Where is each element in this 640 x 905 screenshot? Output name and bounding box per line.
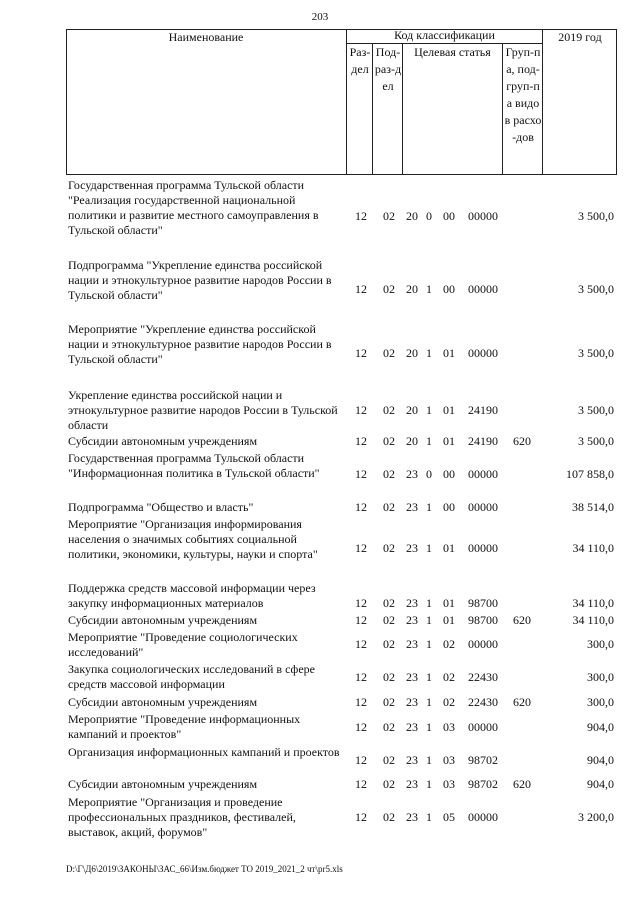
row-code-podp: 0 (426, 209, 432, 223)
row-code-mer: 03 (443, 777, 455, 791)
row-code-podp: 0 (426, 467, 432, 481)
row-code-razd: 12 (355, 346, 367, 360)
row-code-razd: 12 (355, 637, 367, 651)
row-code-podr: 02 (383, 777, 395, 791)
row-code-mer: 01 (443, 613, 455, 627)
row-code-razd: 12 (355, 541, 367, 555)
row-code-vid: 620 (513, 434, 531, 448)
header-year: 2019 год (558, 30, 602, 44)
row-code-cel: 22430 (468, 670, 498, 684)
row-code-mer: 01 (443, 434, 455, 448)
row-code-prog: 23 (406, 777, 418, 791)
row-code-podp: 1 (426, 777, 432, 791)
row-code-podr: 02 (383, 541, 395, 555)
row-code-podp: 1 (426, 695, 432, 709)
row-code-podp: 1 (426, 434, 432, 448)
row-name: Субсидии автономным учреждениям (68, 695, 258, 709)
row-name: Подпрограмма "Общество и власть" (68, 500, 254, 514)
row-code-razd: 12 (355, 720, 367, 734)
row-code-podp: 1 (426, 637, 432, 651)
row-code-podp: 1 (426, 500, 432, 514)
row-sum: 3 500,0 (578, 282, 614, 296)
row-code-prog: 23 (406, 541, 418, 555)
row-code-prog: 20 (406, 434, 418, 448)
row-name: Поддержка средств массовой информации через закупку информационных материалов (68, 581, 316, 610)
row-code-podr: 02 (383, 500, 395, 514)
page-number: 203 (311, 11, 329, 23)
row-sum: 3 200,0 (578, 810, 614, 824)
header-podrazdel: Под-раз-дел (374, 45, 402, 93)
row-code-podr: 02 (383, 613, 395, 627)
row-code-razd: 12 (355, 777, 367, 791)
row-code-podr: 02 (383, 467, 395, 481)
row-code-cel: 00000 (468, 209, 498, 223)
row-code-podp: 1 (426, 282, 432, 296)
footer-path: D:\Г\Д6\2019\ЗАКОНЫ\ЗАС_66\Изм.бюджет ТО 2019_2021_2 чт\pr5.xls (66, 864, 343, 874)
row-code-cel: 98700 (468, 596, 498, 610)
row-code-mer: 01 (443, 403, 455, 417)
row-code-podp: 1 (426, 596, 432, 610)
row-name: Укрепление единства российской нации и этнокультурное развитие народов России в Тульской области (68, 388, 338, 432)
row-sum: 3 500,0 (578, 209, 614, 223)
row-name: Подпрограмма "Укрепление единства российской нации и этнокультурное развитие народов России в Тульской области" (68, 258, 332, 302)
row-code-mer: 03 (443, 720, 455, 734)
row-code-mer: 00 (443, 467, 455, 481)
row-code-mer: 01 (443, 541, 455, 555)
row-code-cel: 24190 (468, 434, 498, 448)
row-code-podr: 02 (383, 810, 395, 824)
row-name: Субсидии автономным учреждениям (68, 613, 258, 627)
row-code-podp: 1 (426, 720, 432, 734)
row-code-prog: 20 (406, 346, 418, 360)
row-code-cel: 00000 (468, 282, 498, 296)
table-header (66, 29, 617, 175)
row-code-cel: 98700 (468, 613, 498, 627)
row-code-razd: 12 (355, 810, 367, 824)
row-name: Государственная программа Тульской области "Информационная политика в Тульской области" (68, 451, 320, 480)
row-code-mer: 00 (443, 500, 455, 514)
row-code-podr: 02 (383, 209, 395, 223)
row-code-podr: 02 (383, 282, 395, 296)
row-name: Организация информационных кампаний и проектов (68, 745, 340, 759)
row-code-razd: 12 (355, 403, 367, 417)
row-sum: 904,0 (587, 777, 614, 791)
row-name: Мероприятие "Организация информирования населения о значимых событиях социальной политики, экономики, культуры, науки и спорта" (68, 517, 318, 561)
row-code-prog: 23 (406, 613, 418, 627)
row-code-mer: 02 (443, 670, 455, 684)
header-target: Целевая статья (414, 45, 491, 59)
row-code-mer: 05 (443, 810, 455, 824)
row-code-razd: 12 (355, 596, 367, 610)
row-code-cel: 22430 (468, 695, 498, 709)
row-code-prog: 23 (406, 810, 418, 824)
row-code-podr: 02 (383, 434, 395, 448)
row-sum: 300,0 (587, 637, 614, 651)
row-code-prog: 23 (406, 670, 418, 684)
row-sum: 107 858,0 (566, 467, 614, 481)
row-code-podp: 1 (426, 403, 432, 417)
row-sum: 904,0 (587, 753, 614, 767)
row-sum: 300,0 (587, 695, 614, 709)
row-name: Закупка социологических исследований в сфере средств массовой информации (68, 662, 315, 691)
row-code-prog: 23 (406, 753, 418, 767)
row-code-podp: 1 (426, 613, 432, 627)
row-code-podp: 1 (426, 346, 432, 360)
row-code-razd: 12 (355, 500, 367, 514)
row-code-podr: 02 (383, 753, 395, 767)
divider (502, 43, 503, 175)
row-code-mer: 01 (443, 346, 455, 360)
row-code-prog: 20 (406, 282, 418, 296)
row-code-podp: 1 (426, 670, 432, 684)
header-classification: Код классификации (394, 28, 495, 42)
row-sum: 300,0 (587, 670, 614, 684)
row-code-prog: 23 (406, 720, 418, 734)
row-name: Мероприятие "Проведение социологических исследований" (68, 630, 298, 659)
row-code-podr: 02 (383, 346, 395, 360)
divider (372, 43, 373, 175)
row-code-mer: 00 (443, 209, 455, 223)
row-code-podr: 02 (383, 637, 395, 651)
row-code-prog: 23 (406, 467, 418, 481)
row-code-cel: 00000 (468, 541, 498, 555)
row-code-razd: 12 (355, 209, 367, 223)
row-code-podr: 02 (383, 695, 395, 709)
row-name: Субсидии автономным учреждениям (68, 434, 258, 448)
row-code-podr: 02 (383, 403, 395, 417)
row-code-cel: 00000 (468, 637, 498, 651)
row-code-prog: 23 (406, 596, 418, 610)
row-code-razd: 12 (355, 434, 367, 448)
row-code-cel: 00000 (468, 720, 498, 734)
row-code-cel: 00000 (468, 810, 498, 824)
row-code-podp: 1 (426, 753, 432, 767)
row-code-razd: 12 (355, 467, 367, 481)
row-code-cel: 98702 (468, 753, 498, 767)
row-code-prog: 23 (406, 500, 418, 514)
row-code-cel: 00000 (468, 500, 498, 514)
row-code-vid: 620 (513, 695, 531, 709)
row-sum: 3 500,0 (578, 346, 614, 360)
row-code-prog: 23 (406, 637, 418, 651)
row-code-vid: 620 (513, 613, 531, 627)
row-code-podr: 02 (383, 596, 395, 610)
row-code-razd: 12 (355, 753, 367, 767)
row-code-mer: 02 (443, 695, 455, 709)
row-code-mer: 01 (443, 596, 455, 610)
row-sum: 904,0 (587, 720, 614, 734)
row-name: Мероприятие "Организация и проведение профессиональных праздников, фестивалей, выставок, акций, форумов" (68, 795, 296, 839)
row-sum: 34 110,0 (572, 596, 614, 610)
row-name: Государственная программа Тульской области "Реализация государственной национальной политики и развитие местного самоуправления в Тульской области" (68, 178, 319, 237)
row-code-razd: 12 (355, 670, 367, 684)
row-name: Мероприятие "Проведение информационных кампаний и проектов" (68, 712, 301, 741)
row-code-razd: 12 (355, 695, 367, 709)
row-code-mer: 03 (443, 753, 455, 767)
row-sum: 3 500,0 (578, 434, 614, 448)
row-code-prog: 20 (406, 403, 418, 417)
divider (346, 29, 347, 175)
row-sum: 38 514,0 (572, 500, 614, 514)
header-group: Груп-па, под-груп-па видов расхо-дов (504, 45, 542, 144)
header-name: Наименование (168, 30, 244, 44)
row-code-prog: 20 (406, 209, 418, 223)
row-name: Субсидии автономным учреждениям (68, 777, 258, 791)
row-code-cel: 98702 (468, 777, 498, 791)
row-code-mer: 00 (443, 282, 455, 296)
row-sum: 34 110,0 (572, 541, 614, 555)
row-code-podr: 02 (383, 720, 395, 734)
row-code-podp: 1 (426, 810, 432, 824)
row-code-podr: 02 (383, 670, 395, 684)
row-code-mer: 02 (443, 637, 455, 651)
row-code-prog: 23 (406, 695, 418, 709)
header-razdel: Раз-дел (349, 45, 371, 76)
divider (402, 43, 403, 175)
row-code-vid: 620 (513, 777, 531, 791)
row-code-cel: 24190 (468, 403, 498, 417)
row-code-razd: 12 (355, 282, 367, 296)
row-code-razd: 12 (355, 613, 367, 627)
row-sum: 3 500,0 (578, 403, 614, 417)
divider (542, 29, 543, 175)
row-name: Мероприятие "Укрепление единства российской нации и этнокультурное развитие народов России в Тульской области" (68, 322, 332, 366)
row-sum: 34 110,0 (572, 613, 614, 627)
row-code-cel: 00000 (468, 467, 498, 481)
row-code-podp: 1 (426, 541, 432, 555)
row-code-cel: 00000 (468, 346, 498, 360)
